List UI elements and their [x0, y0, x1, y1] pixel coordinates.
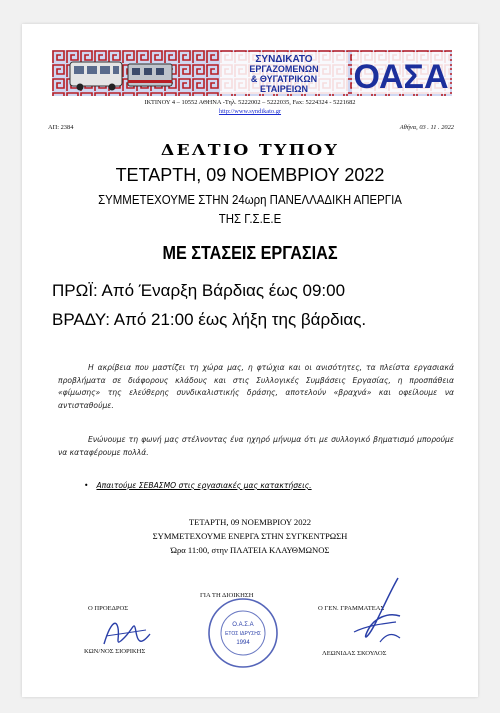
union-stamp — [206, 596, 280, 670]
bullet-dot: • — [84, 481, 89, 490]
morning-shift-text: ΠΡΩΪ: Από Έναρξη Βάρδιας έως 09:00 — [52, 281, 346, 300]
president-name: ΚΩΝ/ΝΟΣ ΣΙΟΡΙΚΗΣ — [84, 648, 146, 655]
stamp-line-3: 1994 — [236, 640, 250, 646]
president-signature — [96, 614, 156, 652]
rally-time-place: Ώρα 11:00, στην ΠΛΑΤΕΙΑ ΚΛΑΥΘΜΩΝΟΣ — [170, 545, 330, 555]
logo-line-3: & ΘΥΓΑΤΡΙΚΩΝ — [250, 74, 318, 84]
logo-oasa: ΟΑΣΑ — [353, 58, 449, 96]
document-date: Αθήνα, 03 . 11 . 2022 — [399, 124, 454, 131]
logo-line-2: ΕΡΓΑΖΟΜΕΝΩΝ — [249, 64, 319, 74]
union-address: ΙΚΤΙΝΟΥ 4 – 10552 ΑΘΗΝΑ -Τηλ. 5222002 – 5222035, Fax: 5224324 - 5221682 — [144, 99, 356, 106]
work-stoppages-heading: ΜΕ ΣΤΑΣΕΙΣ ΕΡΓΑΣΙΑΣ — [162, 243, 338, 263]
stamp-line-1: Ο.Α.Σ.Α — [232, 622, 254, 628]
website-link[interactable]: http://www.syndikato.gr — [218, 108, 282, 115]
press-release-page — [22, 24, 478, 697]
body-paragraph-2: Ενώνουμε τη φωνή μας στέλνοντας ένα ηχηρό μήνυμα ότι με συλλογικό βηματισμό μπορούμε να καταφέρουμε πολλά. — [58, 435, 454, 457]
rally-day: ΤΕΤΑΡΤΗ, 09 ΝΟΕΜΒΡΙΟΥ 2022 — [188, 517, 312, 527]
evening-shift-text: ΒΡΑΔΥ: Από 21:00 έως λήξη της βάρδιας. — [52, 310, 367, 329]
reference-number: ΑΠ: 2384 — [48, 124, 74, 131]
logo-line-4: ΕΤΑΙΡΕΙΩΝ — [259, 84, 309, 94]
secretary-role: Ο ΓΕΝ. ΓΡΑΜΜΑΤΕΑΣ — [318, 605, 385, 612]
secretary-signature — [340, 572, 420, 652]
headline-strike: ΣΥΜΜΕΤΕΧΟΥΜΕ ΣΤΗΝ 24ωρη ΠΑΝΕΛΛΑΔΙΚΗ ΑΠΕΡΓΙΑ — [98, 192, 402, 207]
headline-day: ΤΕΤΑΡΤΗ, 09 ΝΟΕΜΒΡΙΟΥ 2022 — [115, 165, 385, 185]
union-logo-banner — [52, 50, 452, 96]
stamp-line-2: ΕΤΟΣ ΙΔΡΥΣΗΣ — [225, 631, 261, 637]
headline-organization: ΤΗΣ Γ.Σ.Ε.Ε — [218, 211, 282, 226]
demand-bullet — [84, 481, 312, 490]
body-paragraph-1: Η ακρίβεια που μαστίζει τη χώρα μας, η φτώχια και οι ανισότητες, τα πλείστα εργασιακά προβλήματα σε διάφορους κλάδους και στις Συλλογικές Συμβάσεις Εργασίας, η προσπάθεια «φίμωσης» της ελεύθερης συνδικαλιστικής δράσης, αποτελούν «βραχνά» και οφείλουμε να αντισταθούμε. — [58, 363, 454, 410]
document-title: ΔΕΛΤΙΟ ΤΥΠΟΥ — [160, 141, 340, 159]
logo-line-1: ΣΥΝΔΙΚΑΤΟ — [255, 54, 313, 65]
train-icon — [128, 64, 172, 86]
rally-action: ΣΥΜΜΕΤΕΧΟΥΜΕ ΕΝΕΡΓΑ ΣΤΗΝ ΣΥΓΚΕΝΤΡΩΣΗ — [152, 531, 348, 541]
bus-icon — [70, 62, 122, 91]
secretary-name: ΛΕΩΝΙΔΑΣ ΣΚΟΥΛΟΣ — [322, 650, 387, 657]
demand-text: Απαιτούμε ΣΕΒΑΣΜΟ στις εργασιακές μας κατακτήσεις. — [96, 481, 312, 490]
administration-heading: ΓΙΑ ΤΗ ΔΙΟΙΚΗΣΗ — [200, 592, 254, 599]
president-role: Ο ΠΡΟΕΔΡΟΣ — [88, 605, 129, 612]
